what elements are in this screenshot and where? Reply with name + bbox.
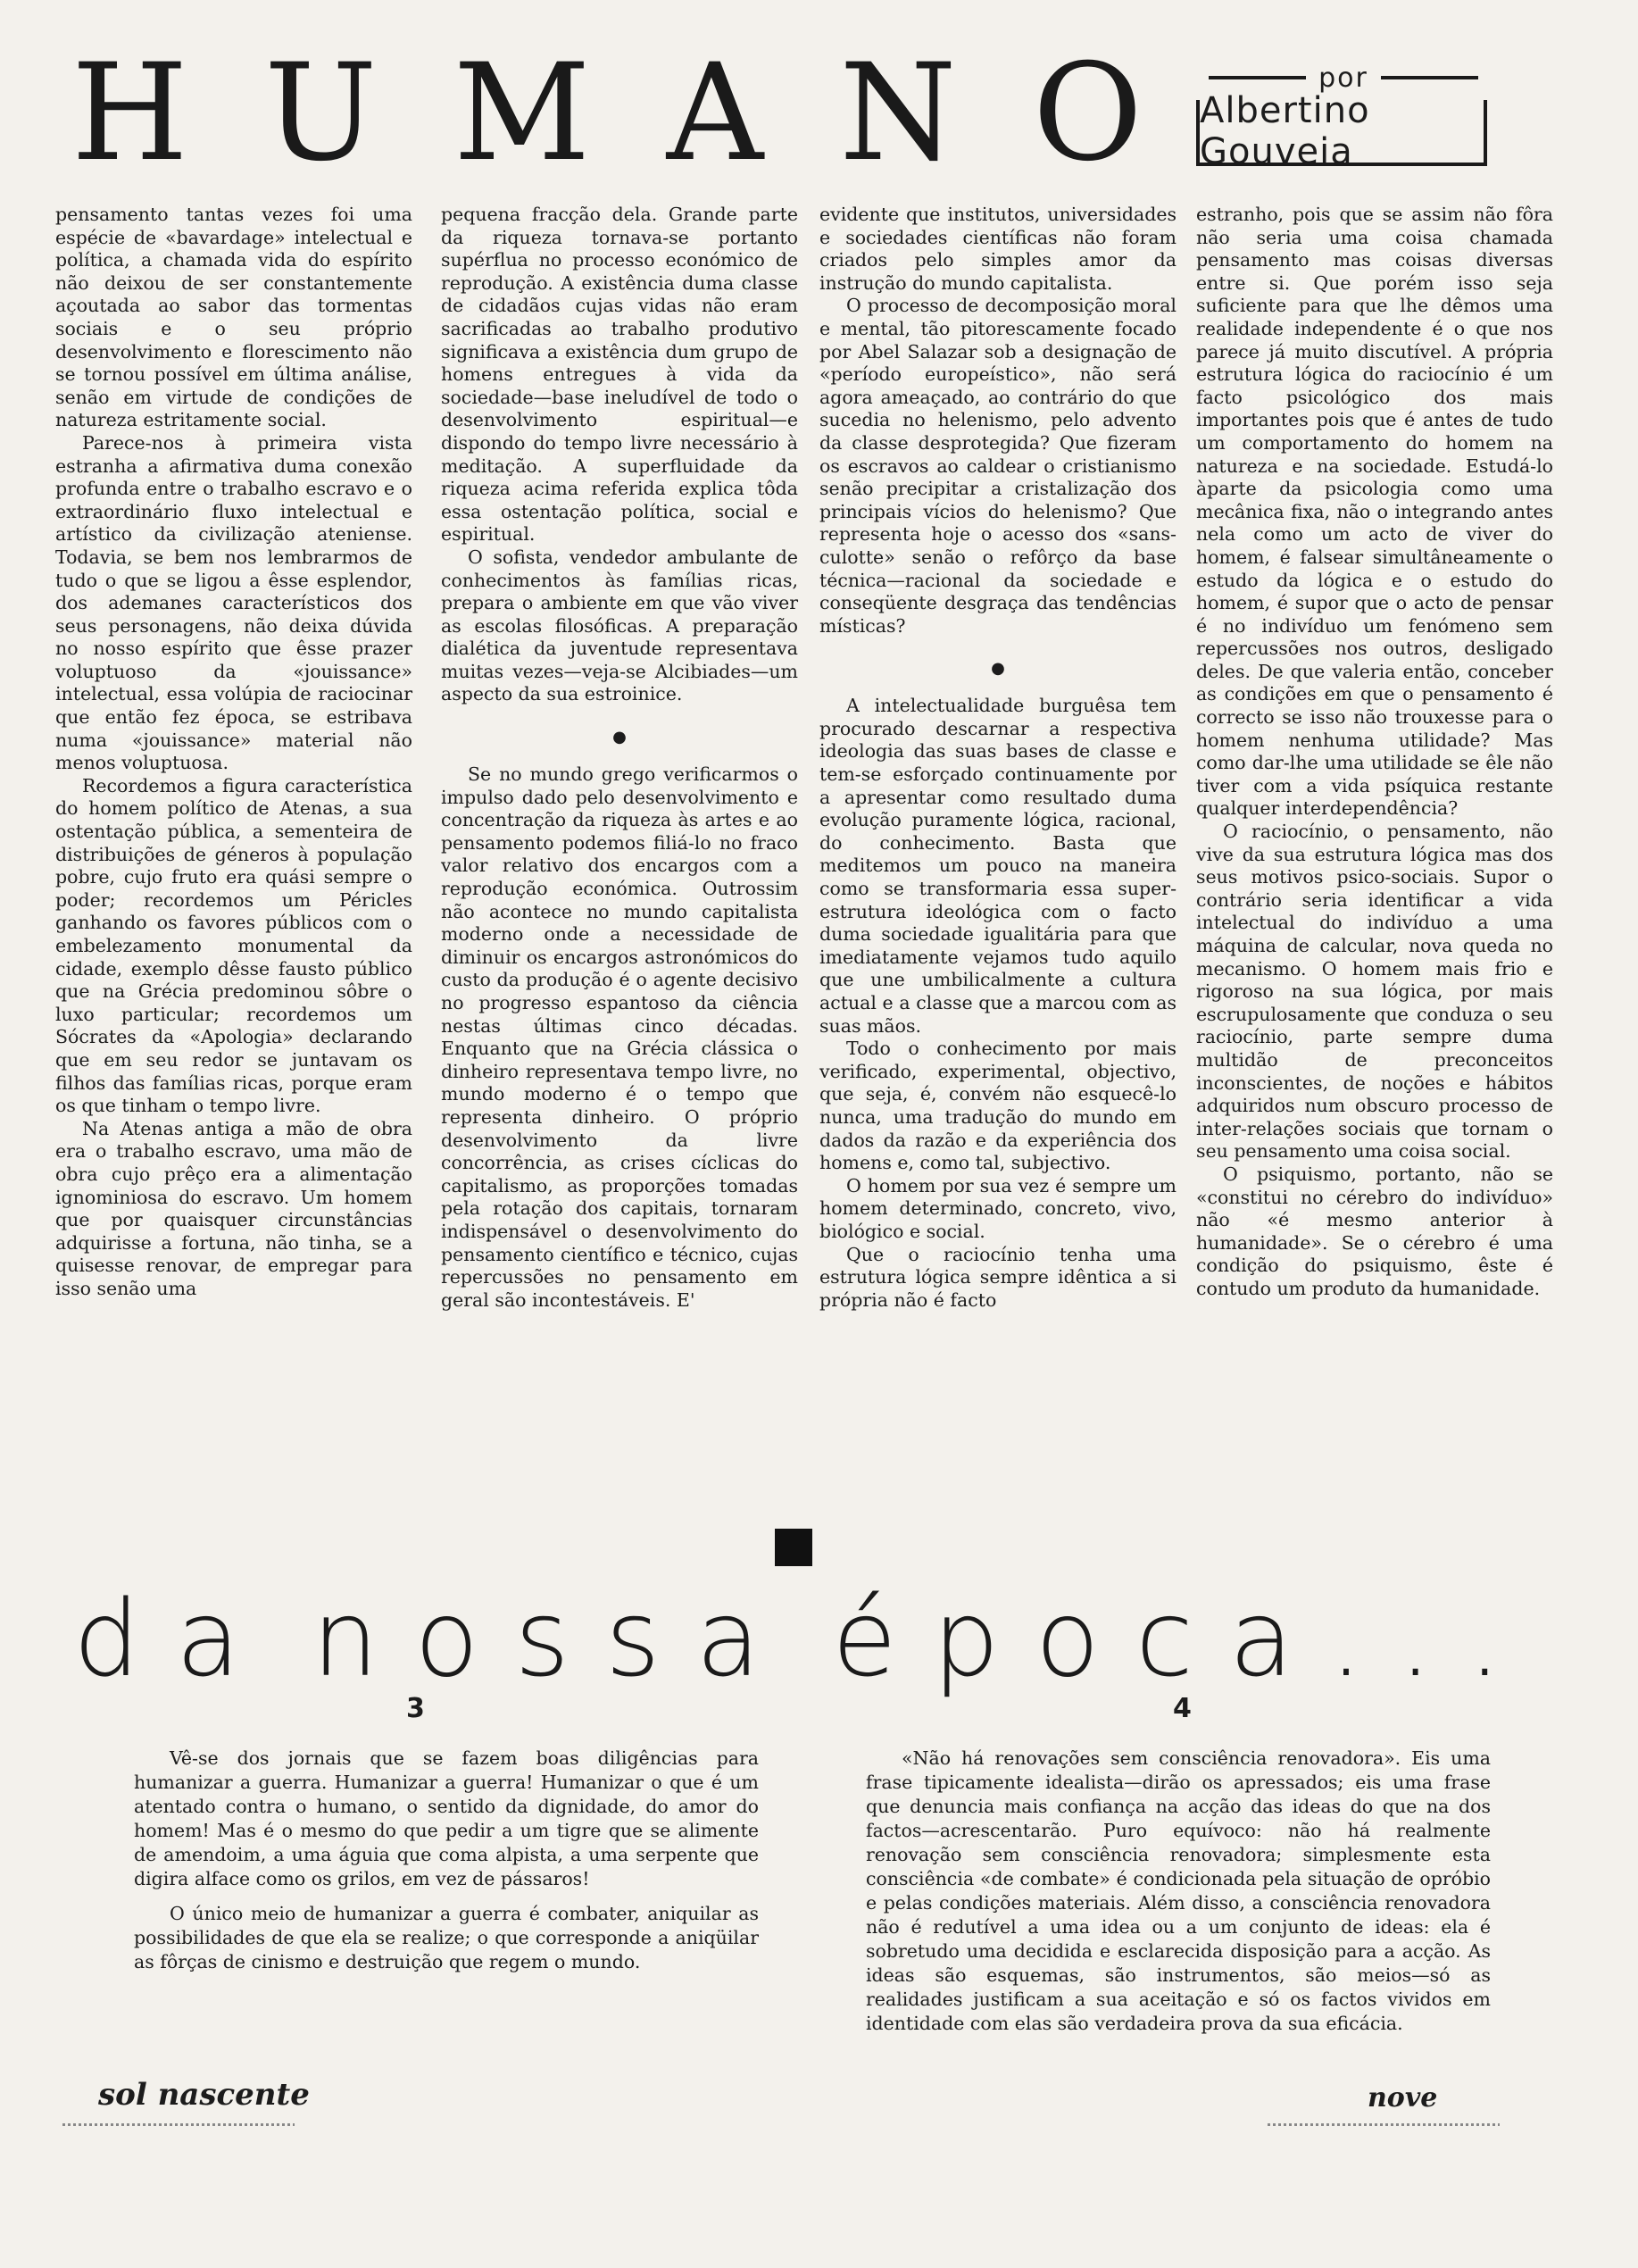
paragraph: evidente que institutos, universidades e sociedades científicas não foram criados pelo simples amor da instrução do mundo capitalista. (819, 204, 1177, 294)
headline-letter: s (605, 1577, 661, 1700)
headline-letter: . (1329, 1577, 1363, 1700)
section-divider-square (775, 1529, 812, 1566)
paragraph: O homem por sua vez é sempre um homem determinado, concreto, vivo, biológico e social. (819, 1174, 1177, 1242)
column-3 (819, 204, 1177, 1312)
paragraph: Que o raciocínio tenha uma estrutura lógica sempre idêntica a si própria não é facto (819, 1243, 1177, 1311)
paragraph: Se no mundo grego verificarmos o impulso dado pelo desenvolvimento e concentração da riqueza às artes e ao pensamento podemos filiá-lo no fraco valor relativo dos encargos com a reprodução económica. Outrossim não acontece no mundo capitalista moderno onde a necessidade de diminuir os encargos astronómicos do custo da produção é o agente decisivo no progresso espantoso da ciência nestas últimas cinco décadas. Enquanto que na Grécia clássica o dinheiro representava tempo livre, no mundo moderno é o tempo que representa dinheiro. O próprio desenvolvimento da livre concorrência, as crises cíclicas do capitalismo, as proporções tomadas pela rotação dos capitais, tornaram indispensável o desenvolvimento do pensamento científico e técnico, cujas repercussões no pensamento em geral são incontestáveis. E' (441, 763, 798, 1311)
section-number-3: 3 (406, 1693, 425, 1724)
paragraph: O único meio de humanizar a guerra é combater, aniquilar as possibilidades de que ela se realize; o que corresponde a aniqüilar as fôrças de cinismo e destruição que regem o mundo. (134, 1903, 759, 1972)
paragraph: A intelectualidade burguêsa tem procurado descarnar a respectiva ideologia das suas bases de classe e tem-se esforçado continuamente por a apresentar como resultado duma evolução puramente lógica, racional, do conhecimento. Basta que meditemos um pouco na maneira como se transformaria essa super-estrutura ideológica com o facto duma sociedade igualitária para que imediatamente vejamos tudo aquilo que une umbilicalmente a cultura actual e a classe que a marcou com as suas mãos. (819, 695, 1177, 1037)
paragraph: «Não há renovações sem consciência renovadora». Eis uma frase tipicamente idealista—dirão os apressados; eis uma frase que denuncia mais confiança na acção das ideas do que na dos factos—acrescentarão. Puro equívoco: não há realmente renovação sem consciência renovadora; simplesmente esta consciência «de combate» é condicionada pela situação de opróbio e pelas condições materiais. Além disso, a consciência renovadora não é redutível a uma idea ou a um conjunto de ideas: ela é sobretudo uma decidida e esclarecida disposição para a acção. As ideas são esquemas, são instrumentos, são meios—só as realidades justificam a sua aceitação e só os factos vividos em identidade com elas são verdadeira prova da sua eficácia. (866, 1747, 1491, 2034)
byline-prefix (1196, 62, 1491, 94)
byline (1196, 64, 1491, 170)
paragraph: estranho, pois que se assim não fôra não seria uma coisa chamada pensamento mas coisas diversas entre si. Que porém isso seja suficiente para que lhe dêmos uma realidade independente é o que nos parece já muito discutível. A própria estrutura lógica do raciocínio é um facto psicológico dos mais importantes pois que é antes de tudo um comportamento do homem na natureza e na sociedade. Estudá-lo àparte da psicologia como uma mecânica fixa, não o integrando antes nela como um acto de viver do homem, é falsear simultâneamente o estudo da lógica e o estudo do homem, é supor que o acto de pensar é no indivíduo um fenómeno sem repercussões nos outros, desligado deles. De que valeria então, conceber as condições em que o pensamento é correcto se isso não trouxesse para o homem nenhuma utilidade? Mas como dar-lhe uma utilidade se êle não tiver com a vida psíquica restante qualquer interdependência? (1196, 204, 1553, 820)
paragraph: pensamento tantas vezes foi uma espécie de «bavardage» intelectual e política, a chamada vida do espírito não deixou de ser constantemente açoutada ao sabor das tormentas sociais e o seu próprio desenvolvimento e florescimento não se tornou possível em última análise, senão em virtude de condições de natureza estritamente social. (55, 204, 412, 431)
headline-letter: a (175, 1577, 241, 1700)
masthead-title (71, 36, 1143, 191)
column-1 (55, 204, 412, 1301)
second-headline (73, 1577, 1501, 1700)
separator-dot: ● (991, 659, 1005, 679)
paragraph: Na Atenas antiga a mão de obra era o trabalho escravo, uma mão de obra cujo prêço era a alimentação ignominiosa do escravo. Um homem que por quaisquer circunstâncias adquirisse a fortuna, não tinha, se a quisesse renovar, de empregar para isso senão uma (55, 1117, 412, 1299)
headline-letter: s (514, 1577, 570, 1700)
headline-letter: a (1228, 1577, 1294, 1700)
masthead-letter: H (71, 36, 188, 191)
column-2 (441, 204, 798, 1312)
paragraph: Recordemos a figura característica do homem político de Atenas, a sua ostentação pública, a sementeira de distribuições de géneros à população pobre, cujo fruto era quási sempre o poder; recordemos um Péricles ganhando os favores públicos com o embelezamento monumental da cidade, exemplo dêsse fausto público que na Grécia predominou sôbre o luxo particular; recordemos um Sócrates da «Apologia» declarando que em seu redor se juntavam os filhos das famílias ricas, porque eram os que tinham o tempo livre. (55, 774, 412, 1117)
headline-letter: o (1035, 1577, 1100, 1700)
paragraph: pequena fracção dela. Grande parte da riqueza tornava-se portanto supérflua no processo económico de reprodução. A existência duma classe de cidadãos cujas vidas não eram sacrificadas ao trabalho produtivo significava a existência dum grupo de homens entregues à vida da sociedade—base ineludível de todo o desenvolvimento espiritual—e dispondo do tempo livre necessário à meditação. A superfluidade da riqueza acima referida explica tôda essa ostentação política, social e espiritual. (441, 204, 798, 546)
headline-letter: o (414, 1577, 479, 1700)
masthead-letter: A (666, 36, 764, 191)
headline-letter: . (1468, 1577, 1501, 1700)
headline-letter: p (932, 1577, 1000, 1700)
footer-rule-left (62, 2123, 295, 2126)
paragraph: O raciocínio, o pensamento, não vive da sua estrutura lógica mas dos seus motivos psico-sociais. Supor o contrário seria identificar a vida intelectual do indivíduo a uma máquina de calcular, nova queda no mecanismo. O homem mais frio e rigoroso na sua lógica, por mais escrupulosamente que conduza o seu raciocínio, parte sempre duma multidão de preconceitos inconscientes, de noções e hábitos adquiridos num obscuro processo de inter-relações sociais que tornam o seu pensamento uma coisa social. (1196, 821, 1553, 1163)
footer-page: nove (1368, 2082, 1438, 2114)
section-4-text (866, 1747, 1491, 2047)
paragraph: O processo de decomposição moral e mental, tão pitorescamente focado por Abel Salazar sob a designação de «período europeístico», não será agora ameaçado, ao contrário do que sucedia no helenismo, pelo advento da classe desprotegida? Que fizeram os escravos ao caldear o cristianismo senão precipitar a cristalização dos principais vícios do helenismo? Que representa hoje o acesso dos «sans-culotte» senão o refôrço da base técnica—racional da sociedade e conseqüente desgraça das tendências místicas? (819, 295, 1177, 637)
paragraph: Todo o conhecimento por mais verificado, experimental, objectivo, que seja, é, convém não esquecê-lo nunca, uma tradução do mundo em dados da razão e da experiência dos homens e, como tal, subjectivo. (819, 1038, 1177, 1174)
masthead-letter: N (839, 36, 957, 191)
masthead-letter: O (1032, 36, 1143, 191)
masthead-letter: U (264, 36, 378, 191)
headline-letter: n (312, 1577, 379, 1700)
headline-letter: d (73, 1577, 140, 1700)
section-3-text (134, 1747, 759, 1985)
headline-letter: a (695, 1577, 761, 1700)
footer-rule-right (1268, 2123, 1500, 2126)
footer-publication: sol nascente (98, 2077, 310, 2113)
byline-prefix-text: por (1318, 62, 1368, 94)
column-4 (1196, 204, 1553, 1301)
paragraph: O psiquismo, portanto, não se «constitui no cérebro do indivíduo» não «é mesmo anterior à humanidade». Se o cérebro é uma condição do psiquismo, êste é contudo um produto da humanidade. (1196, 1163, 1553, 1299)
paragraph: Parece-nos à primeira vista estranha a afirmativa duma conexão profunda entre o trabalho escravo e o extraordinário fluxo intelectual e artístico da civilização ateniense. Todavia, se bem nos lembrarmos de tudo o que se ligou a êsse esplendor, dos ademanes característicos dos seus personagens, não deixa dúvida no nosso espírito que êsse prazer voluptuoso da «jouissance» intelectual, essa volúpia de raciocinar que então fez época, se estribava numa «jouissance» material não menos voluptuosa. (55, 431, 412, 774)
separator-dot: ● (612, 728, 627, 747)
masthead-letter: M (453, 36, 591, 191)
headline-letter: . (1398, 1577, 1433, 1700)
paragraph: Vê-se dos jornais que se fazem boas diligências para humanizar a guerra. Humanizar a guerra! Humanizar o que é um atentado contra o humano, o sentido da dignidade, do amor do homem! Mas é o mesmo do que pedir a um tigre que se alimente de amendoim, a uma águia que coma alpista, a uma serpente que digira alface como os grilos, em vez de pássaros! (134, 1747, 759, 1889)
section-number-4: 4 (1173, 1693, 1192, 1724)
headline-letter: c (1135, 1577, 1193, 1700)
author-name: Albertino Gouveia (1196, 100, 1487, 166)
paragraph: O sofista, vendedor ambulante de conhecimentos às famílias ricas, prepara o ambiente em que vão viver as escolas filosóficas. A preparação dialética da juventude representava muitas vezes—veja-se Alcibiades—um aspecto da sua estroinice. (441, 546, 798, 705)
headline-letter: é (832, 1577, 897, 1700)
